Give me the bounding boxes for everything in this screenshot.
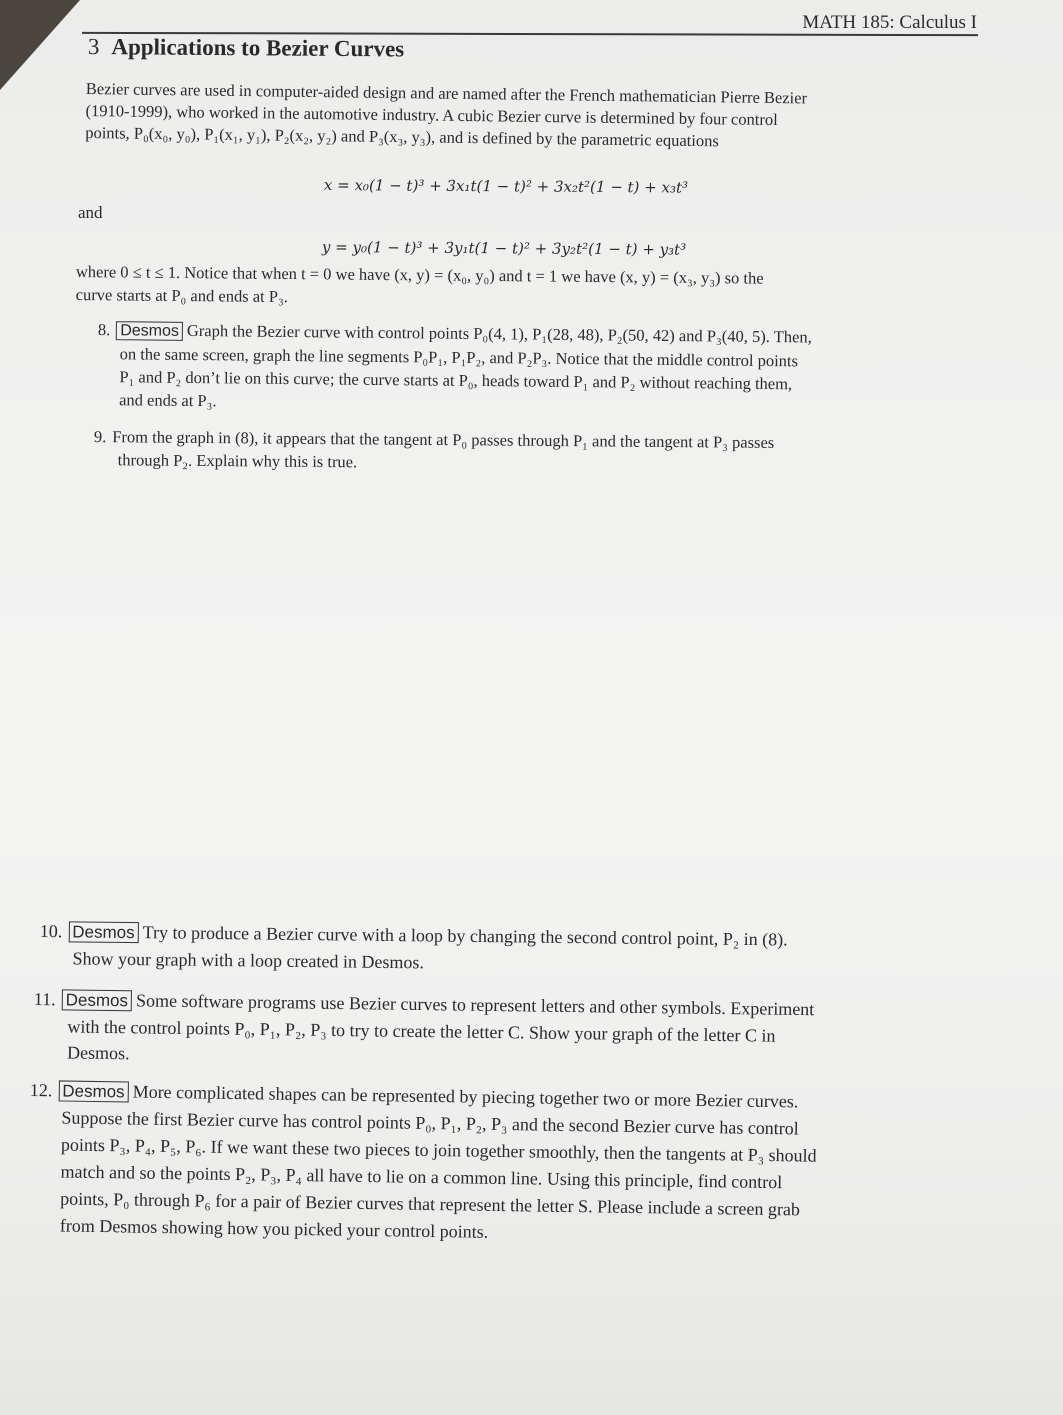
problem-12-text-6: from Desmos showing how you picked your control points. [59, 1215, 489, 1242]
intro-line-1: Bezier curves are used in computer-aided design and are named after the French mathematician Pierre Bezier [85, 78, 808, 108]
problem-11-number: 11. [33, 988, 56, 1010]
problem-8-text-1: Graph the Bezier curve with control points P₀(4, 1), P₁(28, 48), P₂(50, 42) and P₃(40, 5). Then, [186, 320, 812, 347]
problem-8 [97, 318, 812, 418]
problem-8-text-3: P₁ and P₂ don’t lie on this curve; the curve starts at P₀, heads toward P₁ and P₂ without reaching them, [119, 367, 793, 394]
problem-8-number: 8. [97, 319, 111, 340]
problem-9-number: 9. [93, 426, 107, 447]
section-number: 3 [87, 34, 100, 60]
problem-8-text-2: on the same screen, graph the line segments P₀P₁, P₁P₂, and P₂P₃. Notice that the middle control points [119, 344, 799, 371]
problem-9-text-2: through P₂. Explain why this is true. [117, 450, 358, 472]
y-equation: y = y₀(1 − t)³ + 3y₁t(1 − t)² + 3y₂t²(1 − t) + y₃t³ [321, 238, 687, 259]
problem-10-desmos-tag: Desmos [68, 921, 139, 943]
problem-12-text-2: Suppose the first Bezier curve has control points P₀, P₁, P₂, P₃ and the second Bezier curve has control [61, 1107, 799, 1139]
section-title: Applications to Bezier Curves [111, 34, 405, 62]
problem-11-text-1: Some software programs use Bezier curves to represent letters and other symbols. Experiment [135, 990, 815, 1020]
problem-10-text-1: Try to produce a Bezier curve with a loop by changing the second control point, P₂ in (8). [142, 922, 788, 950]
problem-12-text-4: match and so the points P₂, P₃, P₄ all have to lie on a common line. Using this principle, find control [60, 1161, 783, 1193]
course-header: MATH 185: Calculus I [802, 12, 977, 33]
intro-line-3: points, P₀(x₀, y₀), P₁(x₁, y₁), P₂(x₂, y₂) and P₃(x₃, y₃), and is defined by the parametric equations [85, 122, 719, 151]
page-corner-shadow [0, 0, 80, 90]
problem-11 [33, 986, 814, 1075]
problem-11-text-2: with the control points P₀, P₁, P₂, P₃ to try to create the letter C. Show your graph of the letter C in [67, 1016, 776, 1046]
problem-8-text-4: and ends at P₃. [119, 390, 217, 411]
problem-12-text-3: points P₃, P₄, P₅, P₆. If we want these two pieces to join together smoothly, then the tangents at P₃ should [60, 1134, 817, 1166]
problem-10-text-2: Show your graph with a loop created in Desmos. [72, 948, 425, 973]
note-line-1: where 0 ≤ t ≤ 1. Notice that when t = 0 we have (x, y) = (x₀, y₀) and t = 1 we have (x, y) = (x₃, y₃) so the [75, 261, 764, 288]
problem-10 [39, 918, 787, 980]
intro-line-2: (1910-1999), who worked in the automotive industry. A cubic Bezier curve is determined by four control [85, 100, 778, 130]
problem-12 [28, 1077, 818, 1251]
problem-11-text-3: Desmos. [67, 1042, 130, 1064]
note-line-2: curve starts at P₀ and ends at P₃. [75, 284, 288, 307]
x-equation: x = x₀(1 − t)³ + 3x₁t(1 − t)² + 3x₂t²(1 − t) + x₃t³ [323, 176, 689, 197]
intro-paragraph [85, 78, 807, 153]
section-heading [88, 34, 405, 62]
problem-9 [94, 425, 775, 477]
problem-11-desmos-tag: Desmos [62, 989, 133, 1011]
note-paragraph [76, 260, 764, 313]
and-text: and [78, 203, 103, 222]
problem-10-number: 10. [39, 920, 63, 942]
problem-12-desmos-tag: Desmos [58, 1080, 129, 1102]
problem-8-desmos-tag: Desmos [116, 321, 183, 341]
problem-12-text-5: points, P₀ through P₆ for a pair of Bezier curves that represent the letter S. Please include a screen grab [60, 1188, 801, 1220]
problem-9-text-1: From the graph in (8), it appears that the tangent at P₀ passes through P₁ and the tangent at P₃ passes [112, 427, 775, 452]
problem-12-number: 12. [29, 1079, 53, 1101]
problem-12-text-1: More complicated shapes can be represented by piecing together two or more Bezier curves. [132, 1081, 799, 1112]
